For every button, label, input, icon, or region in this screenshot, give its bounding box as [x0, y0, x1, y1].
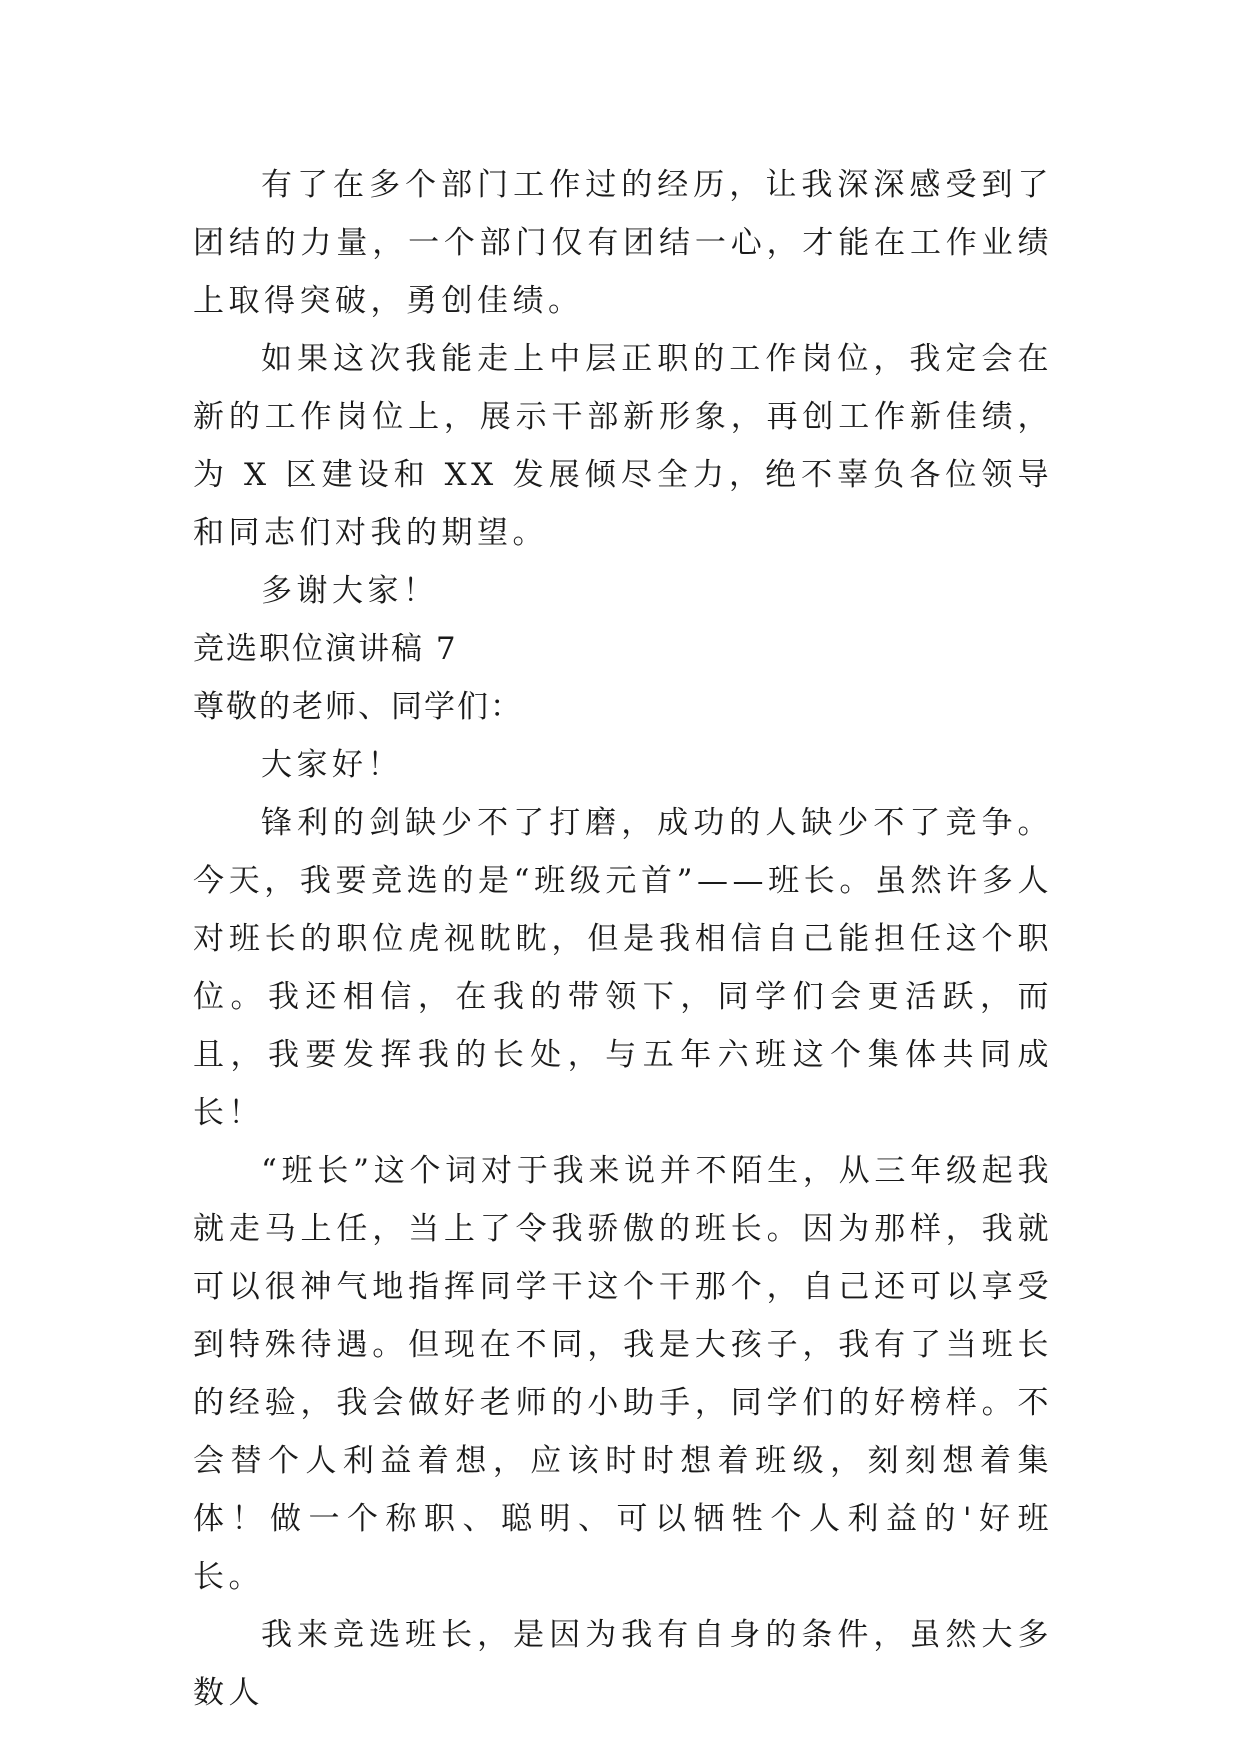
- document-body: [193, 156, 1053, 1722]
- paragraph-thanks: 多谢大家！: [261, 573, 439, 609]
- paragraph-promise: 如果这次我能走上中层正职的工作岗位，我定会在新的工作岗位上，展示干部新形象，再创工作新佳绩，为 X 区建设和 XX 发展倾尽全力，绝不辜负各位领导和同志们对我的期望。: [193, 341, 1053, 551]
- paragraph-intro: 锋利的剑缺少不了打磨，成功的人缺少不了竞争。今天，我要竞选的是“班级元首”——班长。虽然许多人对班长的职位虎视眈眈，但是我相信自己能担任这个职位。我还相信，在我的带领下，同学们会更活跃，而且，我要发挥我的长处，与五年六班这个集体共同成长！: [193, 805, 1053, 1131]
- section-title: 竞选职位演讲稿 7: [193, 631, 458, 667]
- paragraph-greeting: 大家好！: [261, 747, 403, 783]
- paragraph-unity: 有了在多个部门工作过的经历，让我深深感受到了团结的力量，一个部门仅有团结一心，才能在工作业绩上取得突破，勇创佳绩。: [193, 167, 1053, 319]
- paragraph-experience: “班长”这个词对于我来说并不陌生，从三年级起我就走马上任，当上了令我骄傲的班长。因为那样，我就可以很神气地指挥同学干这个干那个，自己还可以享受到特殊待遇。但现在不同，我是大孩子，我有了当班长的经验，我会做好老师的小助手，同学们的好榜样。不会替个人利益着想，应该时时想着班级，刻刻想着集体！做一个称职、聪明、可以牺牲个人利益的'好班长。: [193, 1153, 1053, 1595]
- paragraph-reason: 我来竞选班长，是因为我有自身的条件，虽然大多数人: [193, 1617, 1053, 1711]
- salutation: 尊敬的老师、同学们：: [193, 689, 523, 725]
